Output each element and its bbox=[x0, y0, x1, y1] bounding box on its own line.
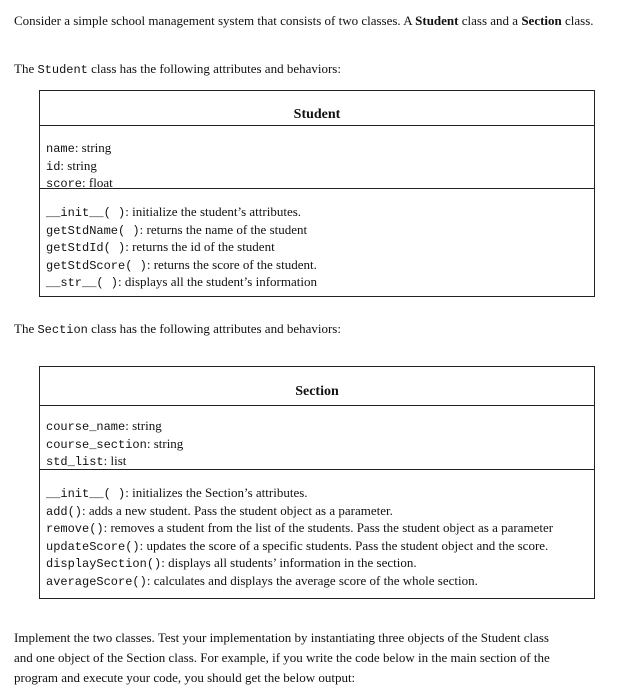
method-line bbox=[46, 538, 588, 556]
method-line bbox=[46, 573, 588, 591]
intro-section-bold: Section bbox=[521, 13, 562, 28]
section-box-title: Section bbox=[295, 384, 339, 399]
method-line bbox=[46, 257, 588, 275]
attribute-line-desc: : string bbox=[60, 157, 97, 173]
section-class-box bbox=[39, 366, 595, 599]
attribute-line-desc: : float bbox=[82, 175, 113, 190]
attribute-line-desc: : string bbox=[146, 435, 184, 451]
method-line bbox=[46, 204, 588, 222]
student-class-box bbox=[39, 90, 595, 297]
method-line-code: add() bbox=[46, 504, 83, 519]
method-line-desc: : removes a student from the list of the students. Pass the student object as a parameter bbox=[103, 520, 554, 535]
method-line-desc: : returns the id of the student bbox=[125, 239, 275, 254]
method-line bbox=[46, 520, 588, 538]
closing-line: Implement the two classes. Test your implementation by instantiating three objects of the Student class bbox=[14, 630, 549, 645]
student-methods bbox=[40, 188, 594, 296]
method-line-desc: : initialize the student’s attributes. bbox=[125, 204, 302, 219]
method-line bbox=[46, 503, 588, 521]
student-attributes bbox=[40, 125, 594, 191]
method-line-code: averageScore() bbox=[46, 574, 147, 589]
attribute-line bbox=[46, 140, 588, 158]
intro-paragraph bbox=[14, 12, 614, 29]
attribute-line-desc: : list bbox=[103, 453, 127, 468]
attribute-line-code: course_name bbox=[46, 420, 126, 434]
section-methods bbox=[40, 469, 594, 594]
attribute-line-desc: : string bbox=[125, 418, 162, 433]
method-line-desc: : calculates and displays the average score of the whole section. bbox=[146, 572, 478, 588]
attribute-line bbox=[46, 453, 588, 471]
closing-line: and one object of the Section class. For example, if you write the code below in the main section of the bbox=[14, 650, 550, 665]
method-line bbox=[46, 239, 588, 257]
method-line-code: updateScore() bbox=[46, 539, 140, 554]
section-class-code: Section bbox=[37, 323, 88, 337]
method-line-desc: : returns the name of the student bbox=[139, 221, 308, 237]
method-line bbox=[46, 222, 588, 240]
method-line-code: getStdName( ) bbox=[46, 223, 140, 238]
attribute-line-code: std_list bbox=[46, 455, 104, 469]
method-line-desc: : adds a new student. Pass the student object as a parameter. bbox=[82, 502, 393, 518]
method-line-code: getStdScore( ) bbox=[46, 258, 147, 273]
method-line-code: displaySection() bbox=[46, 557, 162, 571]
intro-text: class. bbox=[561, 13, 594, 28]
attribute-line bbox=[46, 158, 588, 176]
method-line-desc: : displays all students’ information in the section. bbox=[161, 555, 417, 570]
method-line-code: remove() bbox=[46, 522, 104, 536]
student-class-code: Student bbox=[37, 63, 88, 77]
closing-line: program and execute your code, you should get the below output: bbox=[14, 670, 356, 685]
attribute-line-code: course_section bbox=[46, 437, 147, 452]
method-line-code: __init__( ) bbox=[46, 487, 126, 501]
intro-student-bold: Student bbox=[415, 13, 459, 28]
method-line bbox=[46, 485, 588, 503]
closing-paragraph bbox=[14, 628, 624, 688]
method-line bbox=[46, 274, 588, 292]
method-line-desc: : initializes the Section’s attributes. bbox=[125, 485, 308, 500]
attribute-line bbox=[46, 418, 588, 436]
attribute-line-code: name bbox=[46, 142, 75, 156]
attribute-line bbox=[46, 436, 588, 454]
method-line bbox=[46, 555, 588, 573]
method-line-code: __init__( ) bbox=[46, 206, 126, 220]
attribute-line-desc: : string bbox=[74, 140, 112, 155]
intro-text: Consider a simple school management system that consists of two classes. A bbox=[14, 13, 416, 28]
method-line-code: __str__( ) bbox=[46, 276, 119, 290]
section-attributes bbox=[40, 405, 594, 469]
section-intro: The Section class has the following attributes and behaviors: bbox=[14, 321, 341, 337]
method-line-code: getStdId( ) bbox=[46, 241, 126, 255]
attribute-line-code: id bbox=[46, 159, 61, 174]
method-line-desc: : updates the score of a specific students. Pass the student object and the score. bbox=[139, 537, 549, 553]
attribute-line-code: score bbox=[46, 177, 83, 191]
intro-text: class and a bbox=[458, 13, 522, 28]
method-line-desc: : displays all the student’s information bbox=[118, 274, 317, 289]
method-line-desc: : returns the score of the student. bbox=[146, 256, 317, 272]
student-intro: The Student class has the following attributes and behaviors: bbox=[14, 61, 341, 77]
student-box-title: Student bbox=[293, 107, 341, 122]
